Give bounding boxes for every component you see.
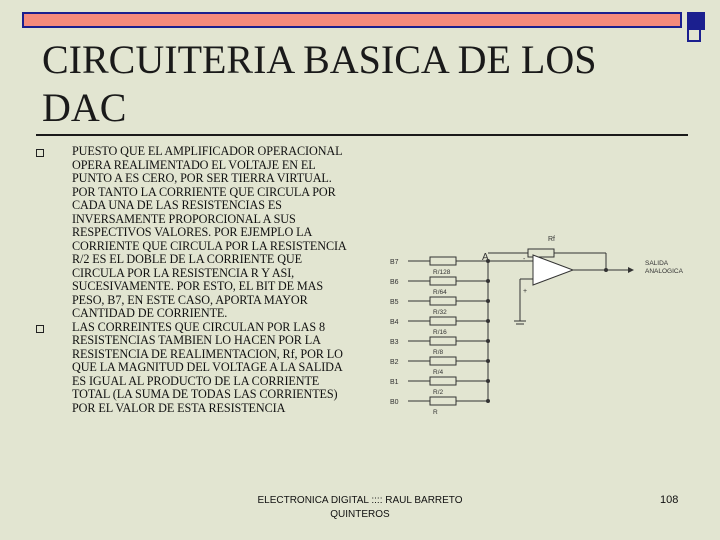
resistor-label: R/16 [433,329,447,336]
bit-label: B1 [390,379,399,386]
bullet-list [44,145,354,415]
junction-dot [486,339,490,343]
resistor [430,357,456,365]
resistor [430,277,456,285]
output-label-analogica: ANALOGICA [645,268,683,275]
bullet-square-icon [36,149,44,157]
bit-label: B4 [390,319,399,326]
op-amp-minus-sign: - [523,256,526,263]
resistor [430,257,456,265]
bit-label: B0 [390,399,399,406]
bullet-text: PUESTO QUE EL AMPLIFICADOR OPERACIONAL OPERA REALIMENTADO EL VOLTAJE EN EL PUNTO A ES CERO, POR SER TIERRA VIRTUAL. POR TANTO LA CORRIENTE QUE CIRCULA POR CADA UNA DE LAS RESISTENCIAS ES INVERSAMENTE PROPORCIONAL A SUS RESPECTIVOS VALORES. POR EJEMPLO LA CORRIENTE QUE CIRCULA POR LA RESISTENCIA R/2 ES EL DOBLE DE LA CORRIENTE QUE CIRCULA POR LA RESISTENCIA R Y ASI, SUCESIVAMENTE. POR ESTO, EL BIT DE MAS PESO, B7, EN ESTE CASO, APORTA MAYOR CANTIDAD DE CORRIENTE. [72,144,346,320]
page-number: 108 [660,494,679,506]
bit-label: B5 [390,299,399,306]
corner-square-outline [687,28,701,42]
junction-dot [486,399,490,403]
slide-title: CIRCUITERIA BASICA DE LOS DAC [42,37,597,130]
resistor [430,337,456,345]
feedback-resistor-label: Rf [548,236,555,243]
junction-dot [486,359,490,363]
resistor-label: R/128 [433,269,451,276]
output-label-salida: SALIDA [645,260,669,267]
resistor-label: R/8 [433,349,444,356]
title-underline [36,134,688,136]
resistor-label: R/2 [433,389,444,396]
resistor-label: R/32 [433,309,447,316]
bullet-square-icon [36,325,44,333]
bullet-item [36,321,354,416]
junction-dot [486,379,490,383]
bullet-item [36,145,354,321]
junction-dot [486,279,490,283]
resistor [430,377,456,385]
slide-footer: ELECTRONICA DIGITAL :::: RAUL BARRETO QUINTEROS [257,495,463,520]
resistor [430,397,456,405]
op-amp-plus-sign: + [523,288,528,295]
resistor-label: R [433,409,438,416]
bit-label: B7 [390,259,399,266]
bit-label: B2 [390,359,399,366]
node-a-label: A [482,252,489,263]
bit-label: B3 [390,339,399,346]
resistor [430,317,456,325]
dac-circuit-diagram [380,225,700,425]
resistor [430,297,456,305]
top-decorative-bar [22,12,682,28]
op-amp [488,255,684,324]
resistor-label: R/4 [433,369,444,376]
resistor-ladder [390,257,490,416]
bullet-text: LAS CORREINTES QUE CIRCULAN POR LAS 8 RESISTENCIAS TAMBIEN LO HACEN POR LA RESISTENCIA DE REALIMENTACION, Rf, POR LO QUE LA MAGNITUD DEL VOLTAGE A LA SALIDA ES IGUAL AL PRODUCTO DE LA CORRIENTE TOTAL (LA SUMA DE TODAS LAS CORRIENTES) POR EL VALOR DE ESTA RESISTENCIA [72,319,343,415]
resistor-label: R/64 [433,289,447,296]
junction-dot [486,319,490,323]
junction-dot [486,299,490,303]
bit-label: B6 [390,279,399,286]
